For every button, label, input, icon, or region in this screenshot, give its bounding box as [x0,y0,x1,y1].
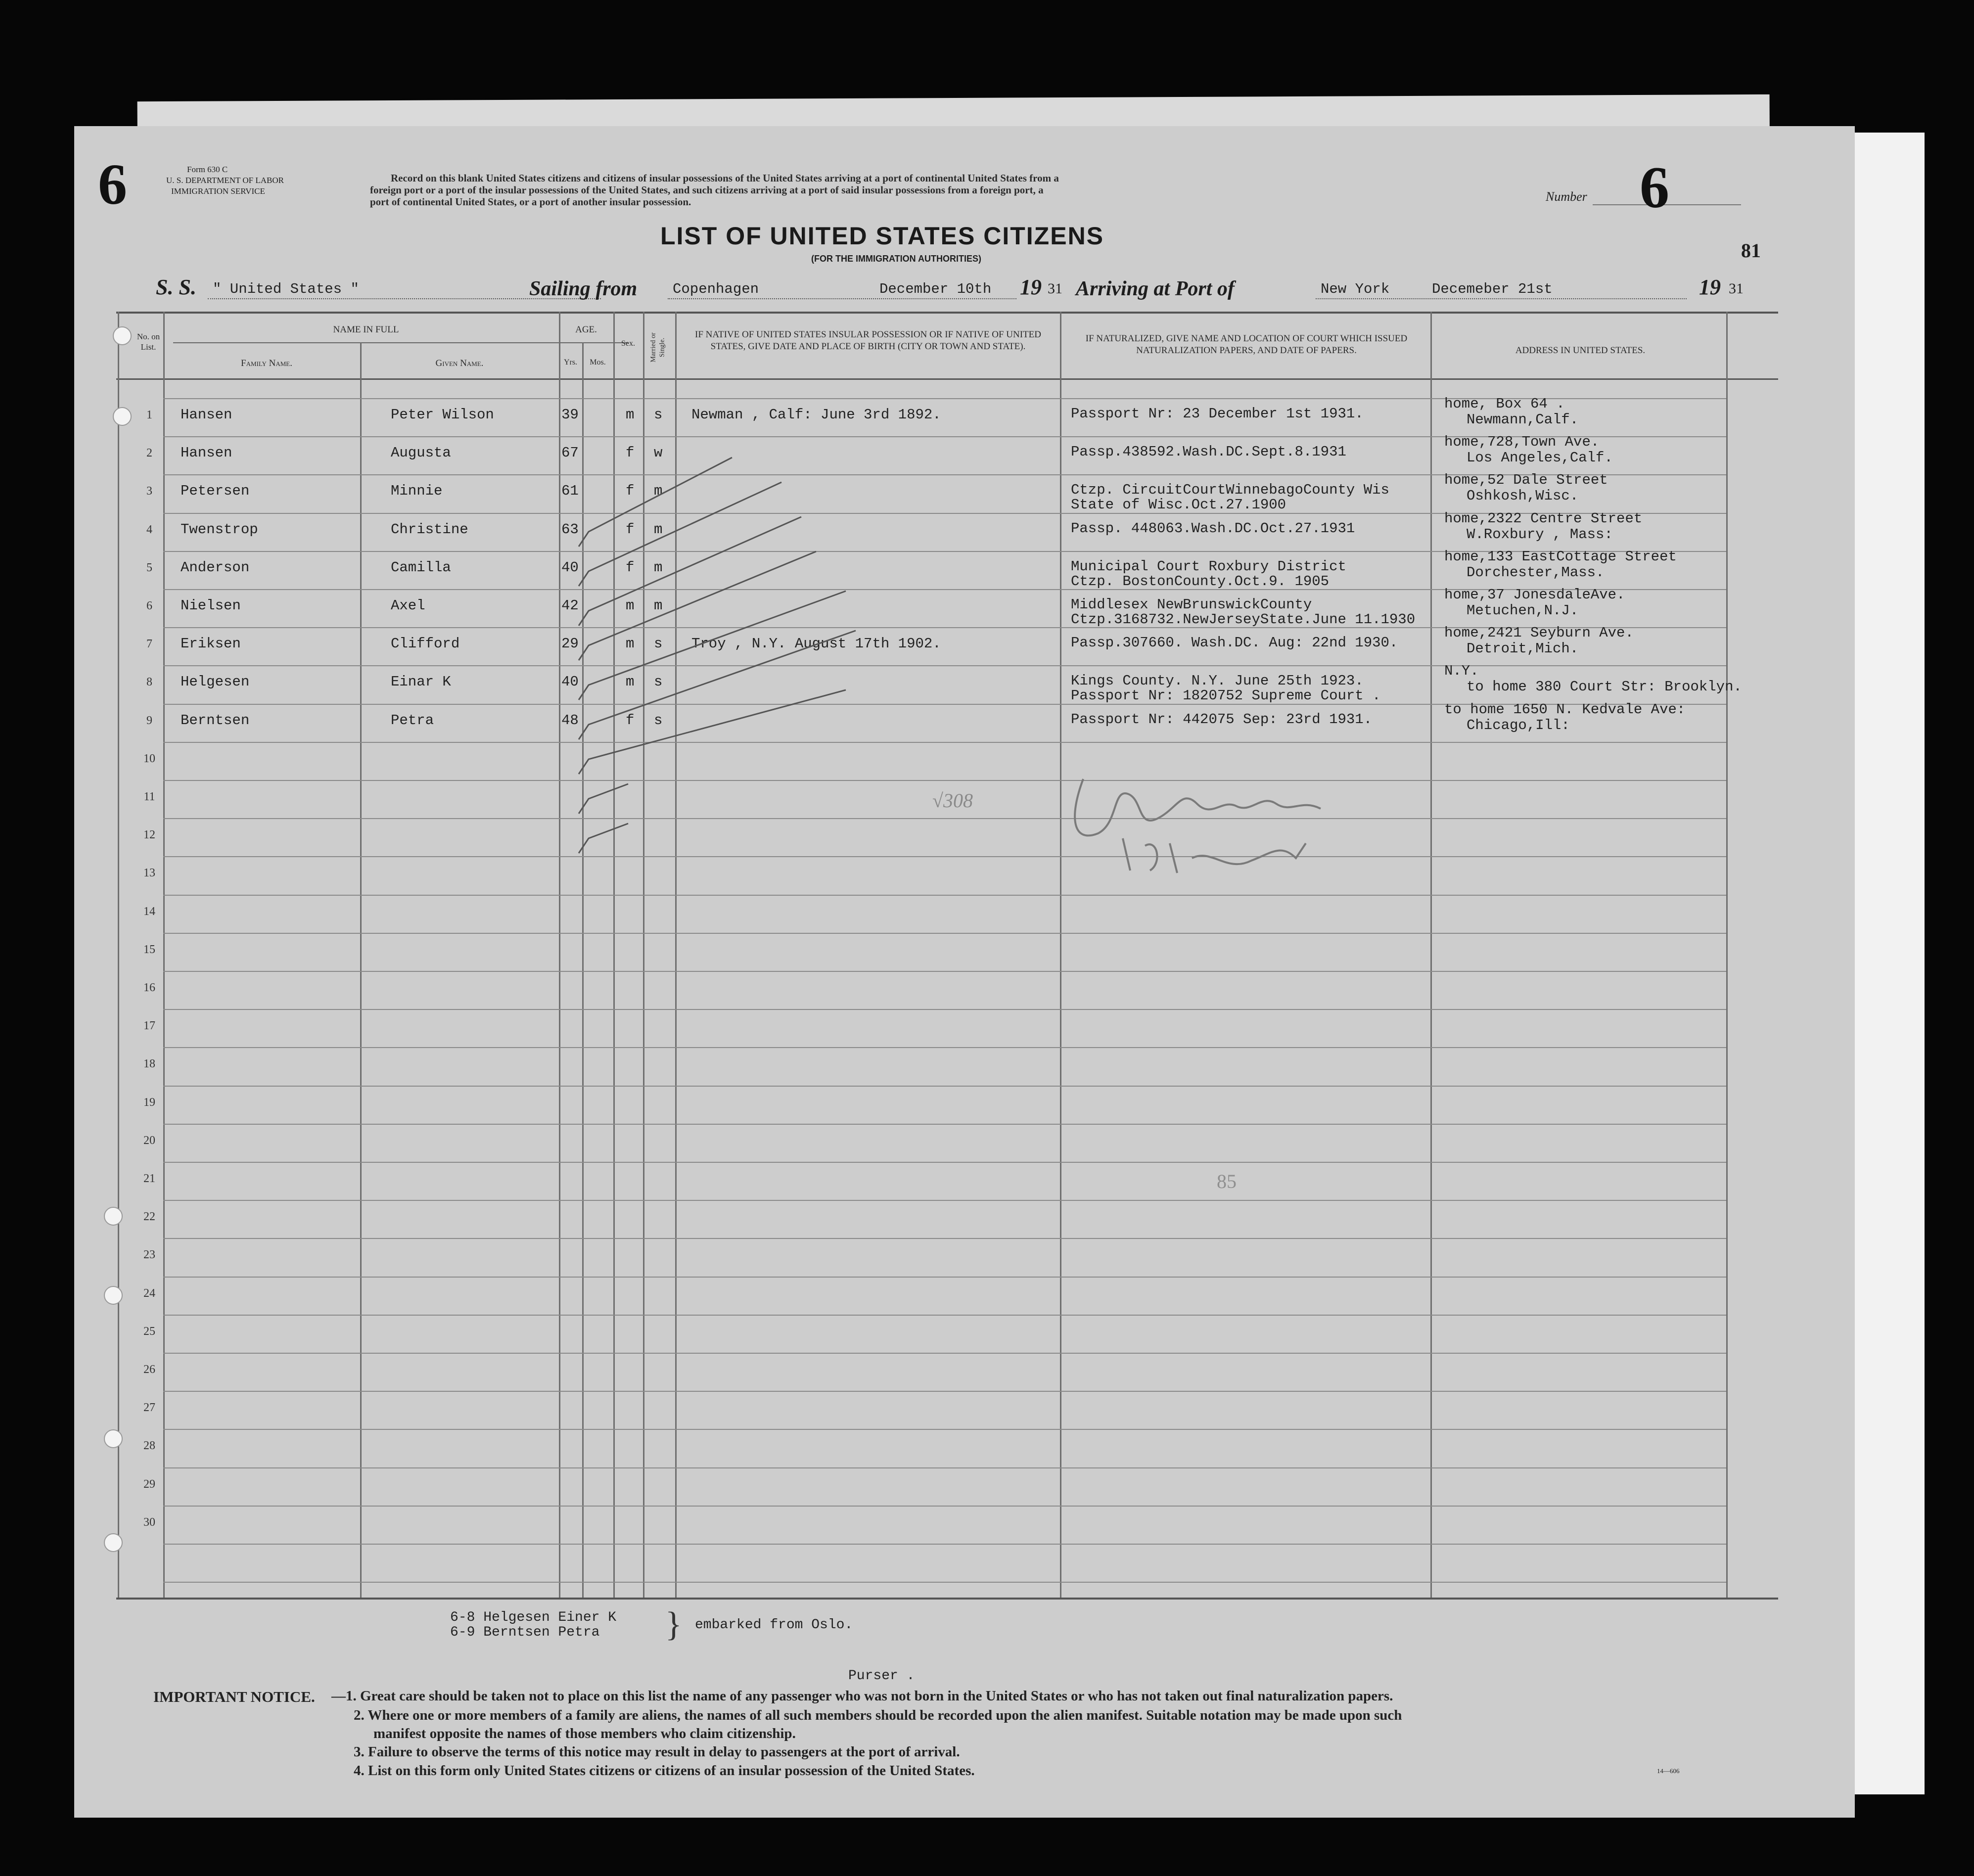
row-number: 3 [146,485,152,498]
year-1: 31 [1048,280,1062,297]
marital-status: m [654,521,663,538]
page-number: 81 [1741,239,1761,262]
row-rule [163,818,1726,819]
verification-ticks [569,383,915,878]
address-line-1: home, Box 64 . [1444,396,1565,412]
given-name: Clifford [391,636,460,652]
header-married-single: Married or Single. [649,332,666,363]
family-name: Hansen [181,445,232,461]
binder-hole [113,407,132,426]
col-border-birth [1060,312,1061,1598]
row-rule [163,1162,1726,1163]
sex: m [626,636,635,652]
address-line-1: home,133 EastCottage Street [1444,548,1677,565]
row-number: 11 [143,790,155,803]
age-years: 39 [561,407,579,423]
row-rule [163,1009,1726,1010]
row-number: 25 [143,1325,155,1338]
header-address: ADDRESS IN UNITED STATES. [1515,345,1646,356]
manifest-sheet [74,126,1855,1818]
age-years: 40 [561,559,579,576]
header-years: Yrs. [563,358,578,366]
row-rule [163,856,1726,857]
col-border-naturalized [1430,312,1432,1598]
form-code: 14—606 [1657,1767,1680,1775]
binder-hole [104,1207,123,1226]
birth-place: Troy , N.Y. August 17th 1902. [691,636,941,652]
row-number: 16 [143,981,155,994]
row-number: 24 [143,1287,155,1300]
address-line-1: to home 1650 N. Kedvale Ave: [1444,701,1686,718]
given-name: Christine [391,521,468,538]
header-naturalization: IF NATURALIZED, GIVE NAME AND LOCATION OF COURT WHICH ISSUED NATURALIZATION PAPERS, AND DATE OF PAPERS. [1085,333,1408,356]
sex: f [626,712,635,729]
number-label: Number [1546,189,1587,204]
departure-date: December 10th [879,281,992,297]
age-years: 61 [561,483,579,500]
row-number: 6 [146,599,152,612]
row-number: 29 [143,1478,155,1491]
address-line-1: home,2421 Seyburn Ave. [1444,625,1634,641]
sex: f [626,521,635,538]
purser-label: Purser . [848,1668,915,1684]
row-number: 12 [143,828,155,841]
departure-port: Copenhagen [673,281,759,297]
age-years: 63 [561,521,579,538]
table-header-bottom-border [116,378,1778,380]
address-line-2: Los Angeles,Calf. [1467,450,1613,466]
binder-hole [113,326,132,345]
age-years: 67 [561,445,579,461]
col-border-family [360,342,362,1598]
age-years: 40 [561,674,579,690]
embark-line-1: 6-8 Helgesen Einer K [450,1610,617,1625]
row-number: 15 [143,943,155,956]
row-number: 21 [143,1172,155,1185]
row-rule [163,742,1726,743]
address-line-1: home,37 JonesdaleAve. [1444,587,1625,603]
row-rule [163,1429,1726,1430]
naturalization-line-2: Ctzp. BostonCounty.Oct.9. 1905 [1071,573,1330,590]
given-name: Peter Wilson [391,407,494,423]
naturalization-line-2: Ctzp.3168732.NewJerseyState.June 11.1930 [1071,611,1416,628]
instructions-line-3: port of continental United States, or a port of another insular possession. [370,196,691,208]
address-line-1: N.Y. [1444,663,1479,680]
header-birth-place: IF NATIVE OF UNITED STATES INSULAR POSSESSION OR IF NATIVE OF UNITED STATES, GIVE DATE AND PLACE OF BIRTH (CITY OR TOWN AND STATE). [695,329,1041,352]
marital-status: m [654,559,663,576]
age-years: 48 [561,712,579,729]
naturalization-line-1: Municipal Court Roxbury District [1071,558,1346,575]
row-number: 27 [143,1401,155,1414]
col-border-address [1726,312,1728,1598]
list-subtitle: (FOR THE IMMIGRATION AUTHORITIES) [811,254,981,264]
arrival-date: Decemeber 21st [1432,281,1553,297]
age-years: 42 [561,597,579,614]
header-age: AGE. [575,324,597,335]
sheet-number-left: 6 [98,152,127,217]
arrival-port: New York [1321,281,1390,297]
sheet-number-right: 6 [1640,154,1669,220]
row-rule [163,1391,1726,1392]
row-number: 20 [143,1134,155,1147]
check-count: 308 [943,789,973,812]
family-name: Anderson [181,559,250,576]
row-rule [163,971,1726,972]
row-rule [163,1047,1726,1048]
row-rule [163,933,1726,934]
important-notice-label: IMPORTANT NOTICE. [153,1688,315,1705]
check-mark: √ [932,789,943,812]
given-name: Petra [391,712,434,729]
marital-status: m [654,483,663,500]
family-name: Twenstrop [181,521,258,538]
naturalization-line-1: Passp.307660. Wash.DC. Aug: 22nd 1930. [1071,635,1398,651]
year-prefix-1: 19 [1020,275,1042,299]
age-years: 29 [561,636,579,652]
row-number: 7 [146,638,152,651]
address-line-2: Oshkosh,Wisc. [1467,488,1579,504]
address-line-2: to home 380 Court Str: Brooklyn. [1467,679,1742,695]
row-rule [163,895,1726,896]
sex: m [626,407,635,423]
embark-brace: } [665,1605,682,1644]
row-number: 8 [146,676,152,689]
year-prefix-2: 19 [1699,275,1721,299]
marital-status: s [654,636,663,652]
naturalization-line-1: Passp.438592.Wash.DC.Sept.8.1931 [1071,444,1346,460]
ship-name: " United States " [213,281,359,297]
row-number: 17 [143,1019,155,1032]
sailing-from-label: Sailing from [529,277,638,300]
given-name: Camilla [391,559,451,576]
col-border-left [118,312,119,1598]
header-name-in-full: NAME IN FULL [333,324,399,335]
service-name: IMMIGRATION SERVICE [171,186,265,196]
row-number: 4 [146,523,152,536]
row-rule [163,1238,1726,1239]
binder-hole [104,1533,123,1552]
form-number: Form 630 C [187,165,228,174]
given-name: Augusta [391,445,451,461]
family-name: Hansen [181,407,232,423]
address-line-2: Newmann,Calf. [1467,412,1579,428]
sex: f [626,559,635,576]
departure-underline [668,298,1016,299]
row-number: 30 [143,1516,155,1529]
arriving-label: Arriving at Port of [1076,277,1235,300]
sex: m [626,674,635,690]
given-name: Einar K [391,674,451,690]
ss-label: S. S. [156,275,196,299]
table-top-border [116,312,1778,314]
row-rule [163,1086,1726,1087]
marital-status: w [654,445,663,461]
stamp-mark: 85 [1217,1170,1237,1192]
naturalization-line-1: Kings County. N.Y. June 25th 1923. [1071,673,1364,689]
family-name: Berntsen [181,712,250,729]
check-mark-annotation [932,789,973,812]
naturalization-line-1: Passport Nr: 23 December 1st 1931. [1071,406,1364,422]
binder-hole [104,1286,123,1305]
sex: f [626,483,635,500]
row-number: 18 [143,1057,155,1070]
row-number: 10 [143,752,155,765]
notice-item-4: 4. List on this form only United States citizens or citizens of an insular possession of the United States. [354,1763,975,1779]
sex: m [626,597,635,614]
row-number: 19 [143,1096,155,1109]
row-number: 9 [146,714,152,727]
naturalization-line-1: Ctzp. CircuitCourtWinnebagoCounty Wis [1071,482,1389,499]
embark-note: embarked from Oslo. [695,1617,853,1633]
family-name: Helgesen [181,674,250,690]
arrival-underline [1316,298,1687,299]
address-line-1: home,52 Dale Street [1444,472,1608,489]
naturalization-line-1: Middlesex NewBrunswickCounty [1071,596,1312,613]
row-number: 23 [143,1248,155,1261]
naturalization-line-2: State of Wisc.Oct.27.1900 [1071,497,1286,513]
naturalization-line-1: Passp. 448063.Wash.DC.Oct.27.1931 [1071,520,1355,537]
year-2: 31 [1729,280,1744,297]
row-rule [163,1506,1726,1507]
inspector-signature [1063,759,1340,888]
binder-hole [104,1429,123,1448]
row-rule [163,1467,1726,1468]
department-name: U. S. DEPARTMENT OF LABOR [166,176,284,185]
row-number: 13 [143,867,155,879]
header-months: Mos. [590,358,606,366]
row-rule [163,1315,1726,1316]
address-line-2: Metuchen,N.J. [1467,602,1579,619]
row-number: 26 [143,1363,155,1376]
family-name: Nielsen [181,597,241,614]
row-rule [163,665,1726,666]
row-rule [163,1124,1726,1125]
embark-line-2: 6-9 Berntsen Petra [450,1625,600,1640]
marital-status: s [654,407,663,423]
notice-item-1: —1. Great care should be taken not to place on this list the name of any passenger who was not born in the United States or who has not taken out final naturalization papers. [331,1688,1393,1704]
row-rule [163,1200,1726,1201]
family-name: Eriksen [181,636,241,652]
row-number: 1 [146,409,152,421]
row-rule [163,1582,1726,1583]
header-no-on-list: No. on List. [137,332,160,352]
family-name: Petersen [181,483,250,500]
address-line-2: Detroit,Mich. [1467,641,1579,657]
instructions-line-2: foreign port or a port of the insular possessions of the United States, and such citizens arriving at a port of said insular possessions from a foreign port, a [370,184,1044,196]
header-sex: Sex. [621,339,635,348]
address-line-1: home,2322 Centre Street [1444,510,1643,527]
sex: f [626,445,635,461]
header-family-name: Family Name. [241,358,292,368]
naturalization-line-2: Passport Nr: 1820752 Supreme Court . [1071,687,1381,704]
address-line-2: Dorchester,Mass. [1467,564,1605,581]
notice-item-2a: 2. Where one or more members of a family are aliens, the names of all such members should be recorded upon the alien manifest. Suitable notation may be made upon such [354,1707,1402,1723]
given-name: Axel [391,597,425,614]
row-rule [163,1277,1726,1278]
row-number: 14 [143,905,155,918]
notice-item-3: 3. Failure to observe the terms of this notice may result in delay to passengers at the port of arrival. [354,1744,960,1760]
address-line-1: home,728,Town Ave. [1444,434,1600,451]
table-bottom-border [116,1598,1778,1600]
birth-place: Newman , Calf: June 3rd 1892. [691,407,941,423]
list-title: LIST OF UNITED STATES CITIZENS [660,222,1104,250]
row-number: 22 [143,1210,155,1223]
instructions-line-1: Record on this blank United States citizens and citizens of insular possessions of the United States arriving at a port of continental United States from a [391,172,1059,184]
row-number: 5 [146,561,152,574]
marital-status: s [654,674,663,690]
header-given-name: Given Name. [435,358,484,368]
row-rule [163,780,1726,781]
marital-status: s [654,712,663,729]
col-border-given [559,312,560,1598]
notice-item-2b: manifest opposite the names of those members who claim citizenship. [373,1726,796,1741]
address-line-2: Chicago,Ill: [1467,717,1570,733]
row-rule [163,1544,1726,1545]
marital-status: m [654,597,663,614]
row-rule [163,1353,1726,1354]
row-number: 2 [146,447,152,460]
given-name: Minnie [391,483,443,500]
row-number: 28 [143,1439,155,1452]
naturalization-line-1: Passport Nr: 442075 Sep: 23rd 1931. [1071,711,1373,728]
address-line-2: W.Roxbury , Mass: [1467,526,1613,543]
